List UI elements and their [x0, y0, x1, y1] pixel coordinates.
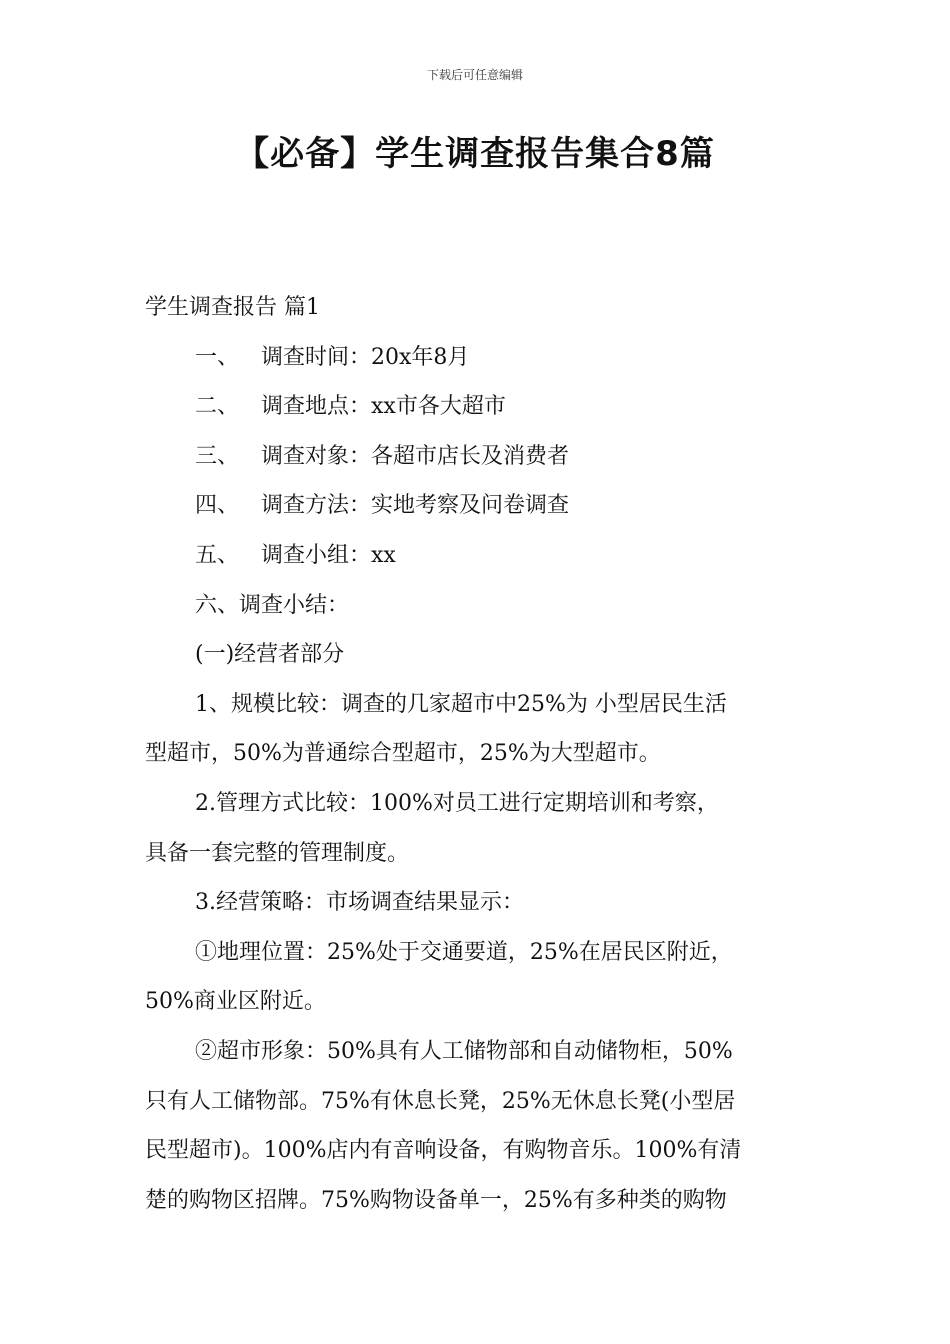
list-item-number: 五、	[195, 542, 240, 568]
list-item	[145, 432, 825, 482]
document-title: 【必备】学生调查报告集合8篇	[235, 134, 715, 174]
list-item-text: 调查小组：xx	[261, 542, 396, 568]
paragraph-line: 2.管理方式比较：100%对员工进行定期培训和考察，	[195, 790, 719, 816]
summary-heading: 六、调查小结：	[195, 592, 350, 618]
paragraph-line: 50%商业区附近。	[145, 989, 326, 1015]
list-item-number: 三、	[195, 443, 240, 469]
paragraph-line: 只有人工储物部。75%有休息长凳，25%无休息长凳(小型居	[145, 1088, 736, 1114]
list-item	[145, 333, 825, 383]
subsection-heading: (一)经营者部分	[195, 642, 345, 668]
paragraph-line: ②超市形象：50%具有人工储物部和自动储物柜，50%	[195, 1038, 733, 1064]
paragraph-line: 1、规模比较：调查的几家超市中25%为 小型居民生活	[195, 691, 727, 717]
paragraph-line: 楚的购物区招牌。75%购物设备单一，25%有多种类的购物	[145, 1187, 727, 1213]
list-item-text: 调查地点：xx市各大超市	[261, 394, 506, 420]
list-item	[145, 481, 825, 531]
paragraph-line: 具备一套完整的管理制度。	[145, 840, 410, 866]
header-note: 下载后可任意编辑	[426, 68, 523, 82]
list-item	[145, 531, 825, 581]
paragraph-line: 型超市，50%为普通综合型超市，25%为大型超市。	[145, 741, 661, 767]
paragraph-line: 3.经营策略：市场调查结果显示：	[195, 890, 524, 916]
paragraph-line: ①地理位置：25%处于交通要道，25%在居民区附近，	[195, 939, 733, 965]
list-item-text: 调查方法：实地考察及问卷调查	[261, 493, 570, 519]
list-item-number: 四、	[195, 493, 240, 519]
list-item-text: 调查时间：20x年8月	[261, 344, 470, 370]
section-heading: 学生调查报告 篇1	[145, 295, 320, 320]
paragraph-line: 民型超市)。100%店内有音响设备，有购物音乐。100%有清	[145, 1138, 742, 1164]
document-body	[145, 283, 825, 1225]
list-item-number: 一、	[195, 344, 240, 370]
list-item-text: 调查对象：各超市店长及消费者	[261, 443, 570, 469]
list-item	[145, 382, 825, 432]
list-item-number: 二、	[195, 394, 240, 420]
